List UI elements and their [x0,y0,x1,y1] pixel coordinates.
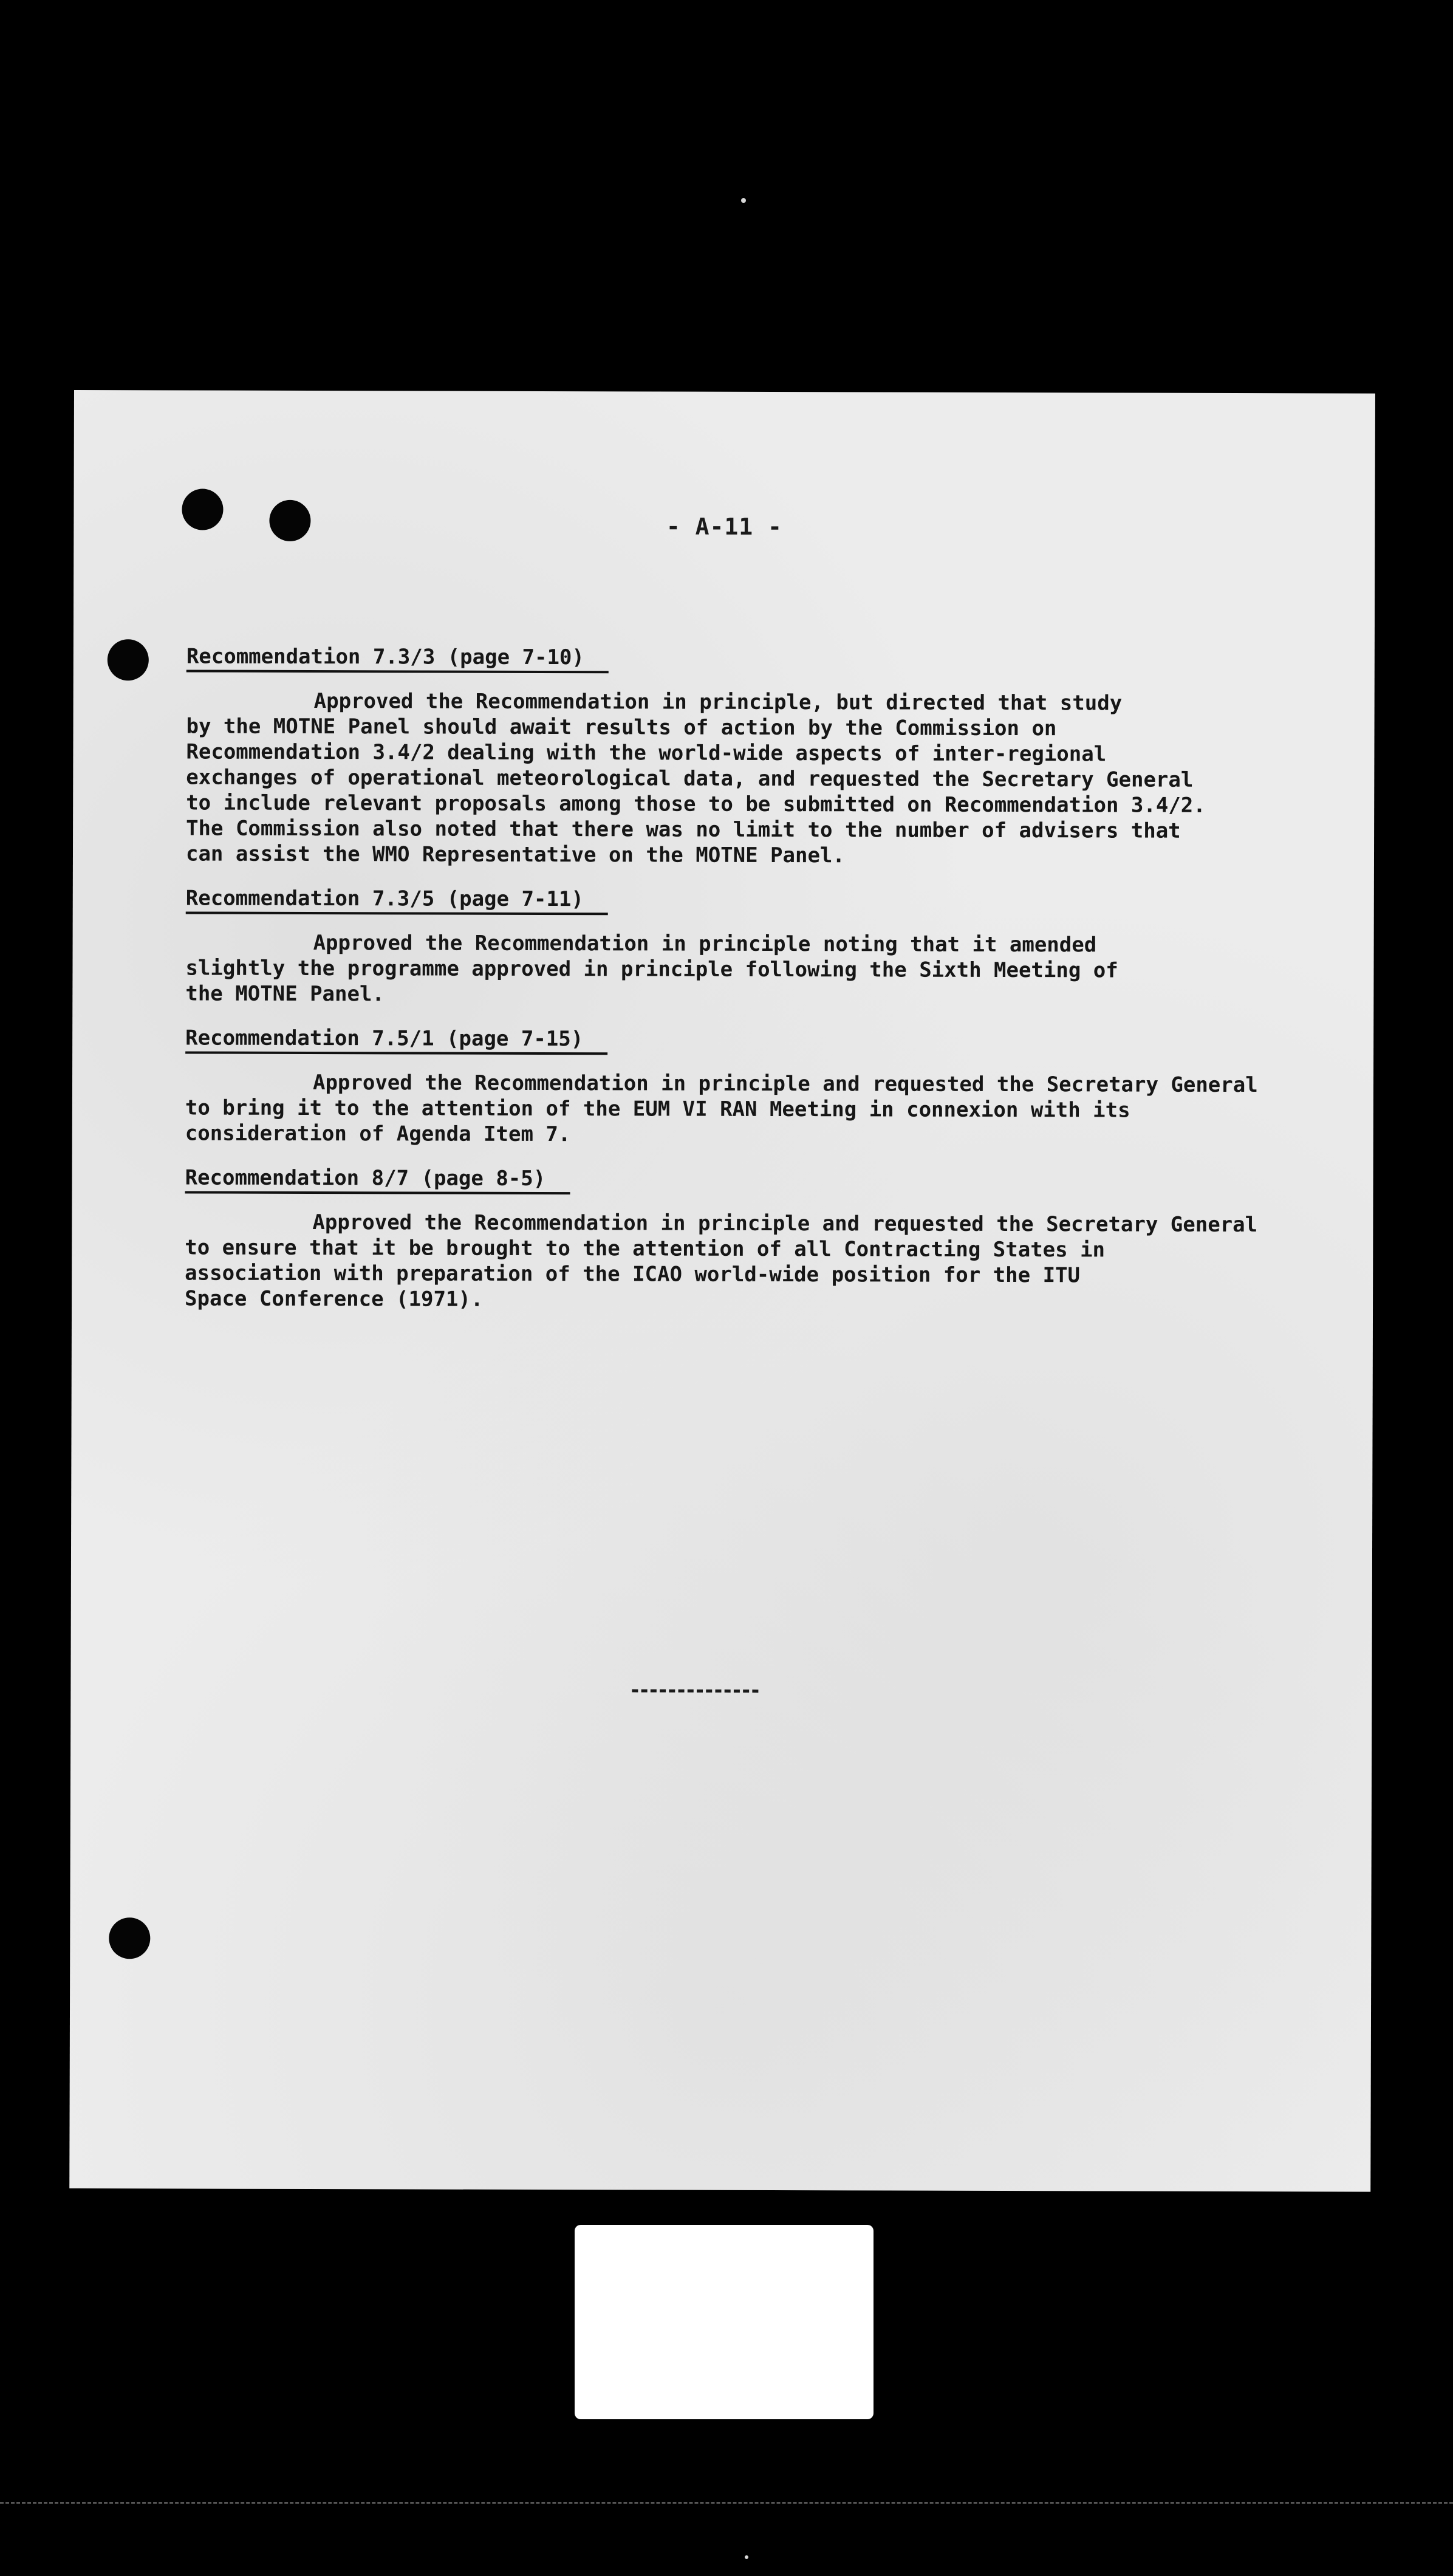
paragraph-line: consideration of Agenda Item 7. [185,1121,571,1147]
paragraph-line: to bring it to the attention of the EUM VI RAN Meeting in connexion with its [185,1095,1130,1123]
paragraph-line: Approved the Recommendation in principle noting that it amended [313,931,1097,957]
paragraph-line: Approved the Recommendation in principle, but directed that study [313,689,1123,716]
paragraph-line: association with preparation of the ICAO world-wide position for the ITU [185,1261,1081,1288]
punch-hole [109,1917,150,1959]
section-heading: Recommendation 7.3/3 (page 7-10) [186,643,609,673]
paragraph-line: Approved the Recommendation in principle and requested the Secretary General [312,1210,1258,1238]
paragraph-line: slightly the programme approved in principle following the Sixth Meeting of [185,956,1118,983]
scan-edge-line [0,2502,1453,2506]
paragraph-line: The Commission also noted that there was no limit to the number of advisers that [186,816,1181,843]
punch-hole [108,639,149,680]
section-paragraph [185,930,1315,1009]
page-number: - A-11 - [666,513,782,541]
paragraph-line: to include relevant proposals among those to be submitted on Recommendation 3.4/2. [186,790,1206,818]
document-body [185,643,1316,1332]
section-heading: Recommendation 8/7 (page 8-5) [185,1164,570,1194]
paragraph-line: by the MOTNE Panel should await results of action by the Commission on [186,714,1057,741]
paragraph-line: to ensure that it be brought to the attention of all Contracting States in [185,1235,1106,1262]
recommendation-section [185,885,1316,1009]
section-paragraph [186,688,1316,869]
paragraph-line: Approved the Recommendation in principle and requested the Secretary General [312,1070,1258,1098]
paragraph-line: the MOTNE Panel. [185,981,385,1007]
paragraph-line: Recommendation 3.4/2 dealing with the world-wide aspects of inter-regional [186,739,1107,767]
paragraph-line: can assist the WMO Representative on the MOTNE Panel. [185,841,845,868]
section-paragraph [185,1209,1315,1314]
paragraph-line: exchanges of operational meteorological data, and requested the Secretary General [186,765,1194,792]
section-heading: Recommendation 7.5/1 (page 7-15) [185,1024,607,1055]
recommendation-section [185,1024,1316,1149]
paragraph-line: Space Conference (1971). [185,1286,484,1312]
recommendation-section [186,643,1316,869]
recommendation-section [185,1164,1315,1314]
section-heading: Recommendation 7.3/5 (page 7-11) [186,885,608,915]
dust-speck [745,2555,748,2559]
dust-speck [741,198,746,203]
scanner-target-card [575,2225,874,2419]
end-of-page-rule [632,1689,758,1693]
document-page [69,390,1375,2192]
section-paragraph [185,1069,1315,1149]
